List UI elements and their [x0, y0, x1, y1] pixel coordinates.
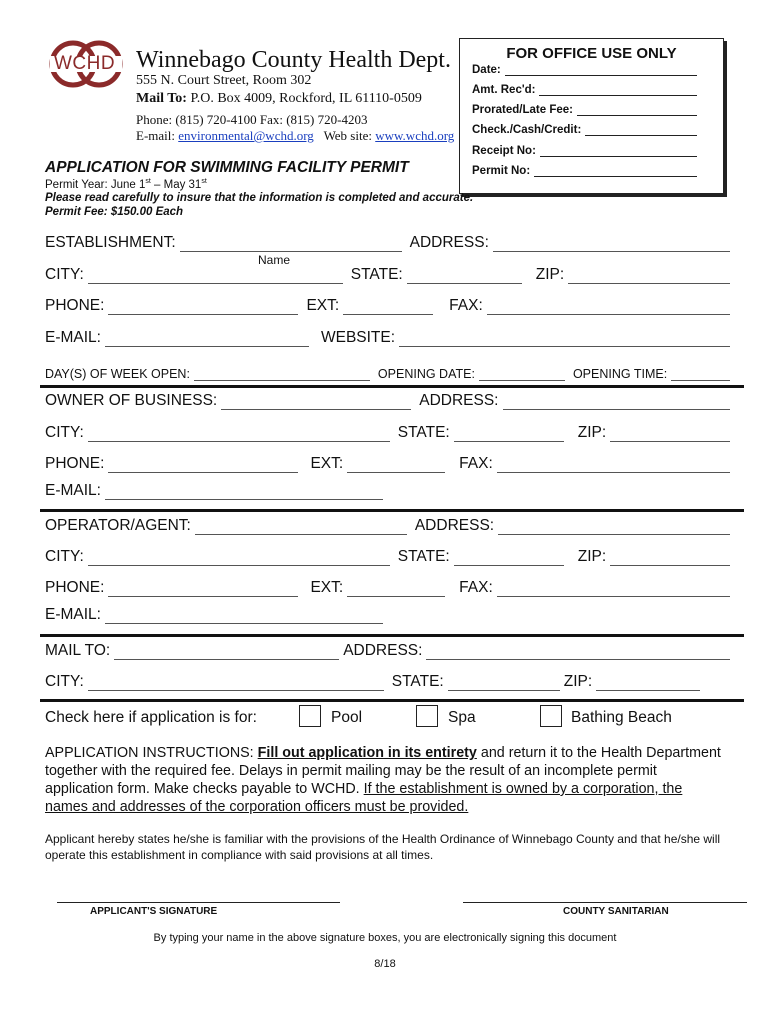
establishment-address-label: ADDRESS: — [409, 234, 489, 251]
office-use-title: FOR OFFICE USE ONLY — [506, 45, 677, 62]
bathing-beach-checkbox[interactable] — [540, 705, 562, 727]
office-field-label: Amt. Rec'd: — [472, 84, 536, 96]
fax-label: FAX: — [449, 297, 483, 314]
ext-label: EXT: — [310, 579, 344, 596]
owner-phone-row — [45, 455, 730, 473]
operator-city-row — [45, 548, 730, 566]
email-label: E-MAIL: — [45, 482, 101, 499]
permit-fee: Permit Fee: $150.00 Each — [45, 206, 184, 218]
operator-name-field[interactable] — [195, 521, 407, 535]
wchd-logo — [46, 40, 126, 88]
owner-phone-field[interactable] — [108, 459, 298, 473]
org-street: 555 N. Court Street, Room 302 — [136, 73, 312, 88]
operator-city-field[interactable] — [88, 552, 390, 566]
operator-zip-field[interactable] — [610, 552, 730, 566]
section-divider — [40, 385, 744, 388]
mail-city-row — [45, 673, 730, 691]
email-label: E-MAIL: — [45, 606, 101, 623]
operator-label: OPERATOR/AGENT: — [45, 517, 191, 534]
office-fee-field — [472, 104, 697, 116]
establishment-city-row — [45, 266, 730, 284]
city-label: CITY: — [45, 424, 84, 441]
spa-label: Spa — [448, 709, 476, 726]
operator-row — [45, 517, 730, 535]
revision-date: 8/18 — [374, 958, 396, 970]
zip-label: ZIP: — [577, 424, 607, 441]
bathing-beach-label: Bathing Beach — [571, 709, 672, 726]
section-divider — [40, 699, 744, 702]
mail-zip-field[interactable] — [596, 677, 700, 691]
office-field-label: Check./Cash/Credit: — [472, 124, 582, 136]
application-instructions — [45, 744, 725, 816]
sanitarian-signature-label: COUNTY SANITARIAN — [563, 906, 669, 917]
establishment-label: ESTABLISHMENT: — [45, 234, 176, 251]
instructions-emphasis: Fill out application in its entirety — [257, 745, 477, 761]
owner-city-row — [45, 424, 730, 442]
instructions-body: and return it to the Health Department together with the required fee. Delays in permit mailing may be the result of an incomplete permit application form. Make checks payable to WCHD. — [45, 745, 721, 797]
office-use-box — [459, 38, 724, 194]
mail-address-field[interactable] — [426, 646, 730, 660]
owner-name-field[interactable] — [221, 396, 411, 410]
facility-type-label: Check here if application is for: — [45, 709, 257, 726]
web-label: Web site: — [323, 128, 372, 143]
mail-to-label: Mail To: — [136, 91, 187, 106]
opening-date-label: OPENING DATE: — [377, 367, 475, 381]
state-label: STATE: — [397, 424, 450, 441]
owner-fax-field[interactable] — [497, 459, 730, 473]
zip-label: ZIP: — [563, 673, 593, 690]
mail-to-row — [45, 642, 730, 660]
owner-state-field[interactable] — [454, 428, 564, 442]
city-label: CITY: — [45, 266, 84, 283]
office-field-label: Date: — [472, 64, 501, 76]
mail-to-field[interactable] — [114, 646, 339, 660]
days-open-label: DAY(S) OF WEEK OPEN: — [45, 367, 190, 381]
superscript: st — [201, 178, 207, 185]
office-field-label: Receipt No: — [472, 145, 536, 157]
establishment-phone-field[interactable] — [108, 301, 298, 315]
ext-label: EXT: — [306, 297, 340, 314]
ext-label: EXT: — [310, 455, 344, 472]
mail-address: P.O. Box 4009, Rockford, IL 61110-0509 — [190, 91, 422, 106]
city-label: CITY: — [45, 548, 84, 565]
owner-email-field[interactable] — [105, 486, 383, 500]
mail-to-label: MAIL TO: — [45, 642, 111, 659]
office-permit-field — [472, 165, 697, 177]
establishment-address-field[interactable] — [493, 238, 730, 252]
applicant-signature-label: APPLICANT'S SIGNATURE — [90, 906, 218, 917]
permit-year-start: Permit Year: June 1 — [45, 178, 146, 191]
days-open-field[interactable] — [194, 370, 370, 381]
operator-fax-field[interactable] — [497, 583, 730, 597]
operator-phone-field[interactable] — [108, 583, 298, 597]
phone-label: PHONE: — [45, 579, 105, 596]
operator-email-field[interactable] — [105, 610, 383, 624]
logo-text: WCHD — [54, 53, 116, 74]
application-title: APPLICATION FOR SWIMMING FACILITY PERMIT — [45, 159, 409, 176]
fax-label: FAX: — [459, 579, 493, 596]
org-mail-to — [136, 91, 422, 107]
establishment-email-row — [45, 329, 730, 347]
operator-email-row — [45, 606, 730, 624]
operator-address-field[interactable] — [498, 521, 730, 535]
opening-date-field[interactable] — [479, 370, 565, 381]
instructions-corporation-note: If the establishment is owned by a corporation, the names and addresses of the corporation officers must be provided. — [45, 781, 683, 815]
org-phone: Phone: (815) 720-4100 Fax: (815) 720-4203 — [136, 112, 368, 127]
name-caption: Name — [258, 253, 291, 267]
pool-checkbox[interactable] — [299, 705, 321, 727]
establishment-website-field[interactable] — [399, 333, 730, 347]
establishment-row — [45, 234, 730, 252]
applicant-statement: Applicant hereby states he/she is familiar with the provisions of the Health Ordinance of Winnebago County and that he/she will operate this establishment in compliance with said provisions at all times. — [45, 832, 721, 862]
state-label: STATE: — [350, 266, 403, 283]
web-link[interactable]: www.wchd.org — [375, 128, 455, 143]
section-divider — [40, 634, 744, 637]
website-label: WEBSITE: — [320, 329, 396, 346]
owner-row — [45, 392, 730, 410]
establishment-fax-field[interactable] — [487, 301, 730, 315]
operator-address-label: ADDRESS: — [414, 517, 495, 534]
mail-state-field[interactable] — [448, 677, 560, 691]
operator-state-field[interactable] — [454, 552, 564, 566]
owner-zip-field[interactable] — [610, 428, 730, 442]
state-label: STATE: — [397, 548, 450, 565]
fax-label: FAX: — [459, 455, 493, 472]
operator-phone-row — [45, 579, 730, 597]
e-signature-notice: By typing your name in the above signature boxes, you are electronically signing this document — [153, 932, 617, 944]
zip-label: ZIP: — [535, 266, 565, 283]
establishment-email-field[interactable] — [105, 333, 309, 347]
opening-time-field[interactable] — [671, 370, 730, 381]
establishment-phone-row — [45, 297, 730, 315]
pool-label: Pool — [331, 709, 363, 726]
office-field-label: Prorated/Late Fee: — [472, 104, 573, 116]
org-name: Winnebago County Health Dept. — [136, 47, 451, 73]
establishment-name-field[interactable] — [180, 238, 402, 252]
operator-ext-field[interactable] — [347, 583, 445, 597]
zip-label: ZIP: — [577, 548, 607, 565]
accuracy-notice: Please read carefully to insure that the information is completed and accurate. — [45, 192, 474, 204]
superscript: st — [145, 178, 151, 185]
email-label: E-mail: — [136, 128, 175, 143]
email-link[interactable]: environmental@wchd.org — [178, 128, 314, 143]
phone-label: PHONE: — [45, 455, 105, 472]
establishment-ext-field[interactable] — [343, 301, 433, 315]
mail-city-field[interactable] — [88, 677, 384, 691]
establishment-state-field[interactable] — [407, 270, 522, 284]
org-contact — [136, 128, 454, 144]
owner-email-row — [45, 482, 730, 500]
email-label: E-MAIL: — [45, 329, 101, 346]
owner-label: OWNER OF BUSINESS: — [45, 392, 218, 409]
mail-address-label: ADDRESS: — [343, 642, 423, 659]
applicant-signature-line[interactable] — [57, 902, 340, 903]
spa-checkbox[interactable] — [416, 705, 438, 727]
state-label: STATE: — [391, 673, 444, 690]
owner-city-field[interactable] — [88, 428, 390, 442]
instructions-lead: APPLICATION INSTRUCTIONS: — [45, 745, 254, 761]
owner-address-label: ADDRESS: — [419, 392, 499, 409]
owner-ext-field[interactable] — [347, 459, 445, 473]
establishment-city-field[interactable] — [88, 270, 343, 284]
permit-year-end: – May 31 — [150, 178, 202, 191]
permit-year — [45, 178, 207, 191]
office-amt-field — [472, 84, 697, 96]
opening-time-label: OPENING TIME: — [572, 367, 668, 381]
office-payment-field — [472, 124, 697, 136]
owner-address-field[interactable] — [503, 396, 731, 410]
establishment-schedule-row — [45, 367, 730, 381]
phone-label: PHONE: — [45, 297, 105, 314]
establishment-zip-field[interactable] — [568, 270, 730, 284]
office-receipt-field — [472, 145, 697, 157]
office-field-label: Permit No: — [472, 165, 531, 177]
section-divider — [40, 509, 744, 512]
office-date-field — [472, 64, 697, 76]
city-label: CITY: — [45, 673, 84, 690]
sanitarian-signature-line[interactable] — [463, 902, 747, 903]
